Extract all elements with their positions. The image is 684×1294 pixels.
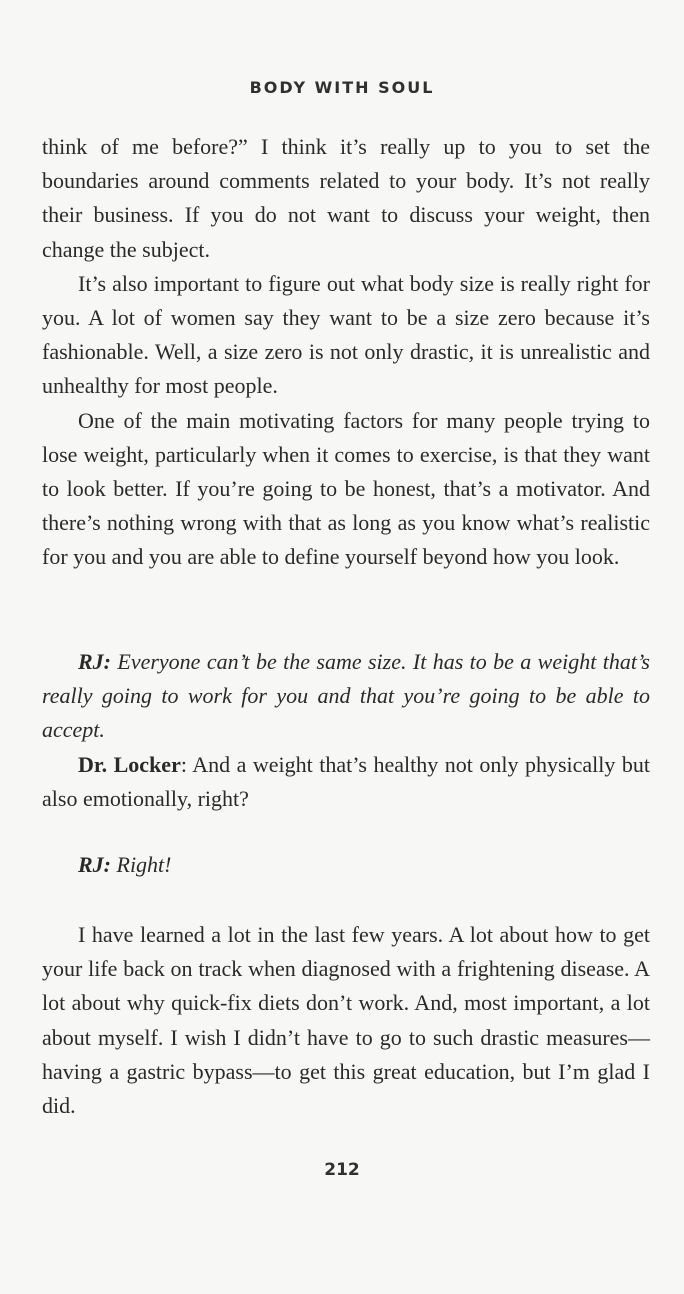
dialogue-text: Everyone can’t be the same size. It has to be a weight that’s really going to work for you and that you’re going to be able to accept. xyxy=(42,649,650,743)
speaker-label-rj: RJ: xyxy=(78,852,111,877)
dialogue-dr-locker xyxy=(42,748,650,816)
body-text-block-2 xyxy=(42,918,650,1123)
paragraph-2: It’s also important to figure out what body size is really right for you. A lot of women say they want to be a size zero because it’s fashionable. Well, a size zero is not only drastic, it is unrealistic and unhealthy for most people. xyxy=(42,270,650,399)
paragraph-3: One of the main motivating factors for many people trying to lose weight, particularly when it comes to exercise, is that they want to look better. If you’re going to be honest, that’s a motivator. And there’s nothing wrong with that as long as you know what’s realistic for you and you are able to define yourself beyond how you look. xyxy=(42,407,650,570)
speaker-label-rj: RJ: xyxy=(78,649,111,674)
dialogue-block-1 xyxy=(42,645,650,816)
speaker-label-dr-locker: Dr. Locker xyxy=(78,751,181,777)
dialogue-rj-1 xyxy=(42,645,650,748)
paragraph-4: I have learned a lot in the last few years. A lot about how to get your life back on track when diagnosed with a frightening disease. A lot about why quick-fix diets don’t work. And, most important, a lot about myself. I wish I didn’t have to go to such drastic measures—having a gastric bypass—to get this great education, but I’m glad I did. xyxy=(42,922,650,1119)
running-head-title: BODY WITH SOUL xyxy=(249,78,435,97)
paragraph-1: think of me before?” I think it’s really up to you to set the boundaries around comments related to your body. It’s not really their business. If you do not want to discuss your weight, then change the subject. xyxy=(42,134,650,262)
dialogue-text: : And a weight that’s healthy not only physically but also emotionally, right? xyxy=(42,751,650,811)
dialogue-block-2 xyxy=(42,848,650,882)
page-number: 212 xyxy=(324,1160,360,1180)
dialogue-text: Right! xyxy=(111,852,172,877)
dialogue-rj-2 xyxy=(42,848,650,882)
body-text-block-1 xyxy=(42,130,650,575)
